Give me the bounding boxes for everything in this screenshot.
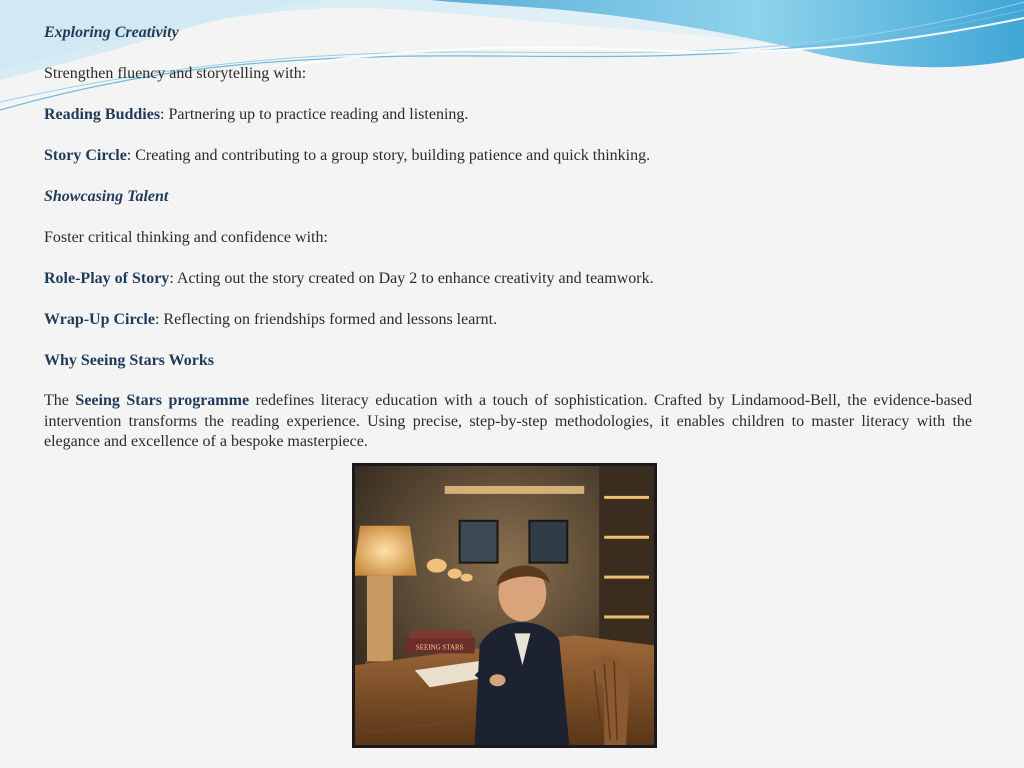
item-reading-buddies <box>44 104 972 125</box>
para-lead: The <box>44 392 76 409</box>
item-story-circle <box>44 145 972 166</box>
intro-fluency: Strengthen fluency and storytelling with: <box>44 65 307 82</box>
desc-reading-buddies: : Partnering up to practice reading and listening. <box>160 106 469 123</box>
item-wrap-up-circle <box>44 309 972 330</box>
intro-critical-thinking: Foster critical thinking and confidence with: <box>44 229 328 246</box>
term-role-play: Role-Play of Story <box>44 270 170 287</box>
para-rest: redefines literacy education with a touch of sophistication. Crafted by Lindamood-Bell, the evidence-based intervention transforms the reading experience. Using precise, step-by-step methodologies, it enables children to master literacy with the elegance and excellence of a bespoke masterpiece. <box>44 392 972 450</box>
paragraph-seeing-stars <box>44 391 972 453</box>
photo-boy-reading <box>352 463 657 748</box>
desc-wrap-up-circle: : Reflecting on friendships formed and lessons learnt. <box>154 311 498 328</box>
term-story-circle: Story Circle <box>44 147 127 164</box>
heading-why-seeing-stars: Why Seeing Stars Works <box>44 352 214 369</box>
para-bold: Seeing Stars programme <box>75 392 250 409</box>
item-role-play <box>44 268 972 289</box>
heading-showcasing-talent: Showcasing Talent <box>44 188 169 205</box>
desc-story-circle: : Creating and contributing to a group story, building patience and quick thinking. <box>126 147 651 164</box>
photo-illustration <box>355 466 654 745</box>
heading-exploring-creativity: Exploring Creativity <box>44 24 179 41</box>
desc-role-play: : Acting out the story created on Day 2 to enhance creativity and teamwork. <box>169 270 654 287</box>
book-title-label: SEEING STARS <box>415 643 464 652</box>
slide-content <box>44 22 972 473</box>
term-reading-buddies: Reading Buddies <box>44 106 161 123</box>
term-wrap-up-circle: Wrap-Up Circle <box>44 311 155 328</box>
